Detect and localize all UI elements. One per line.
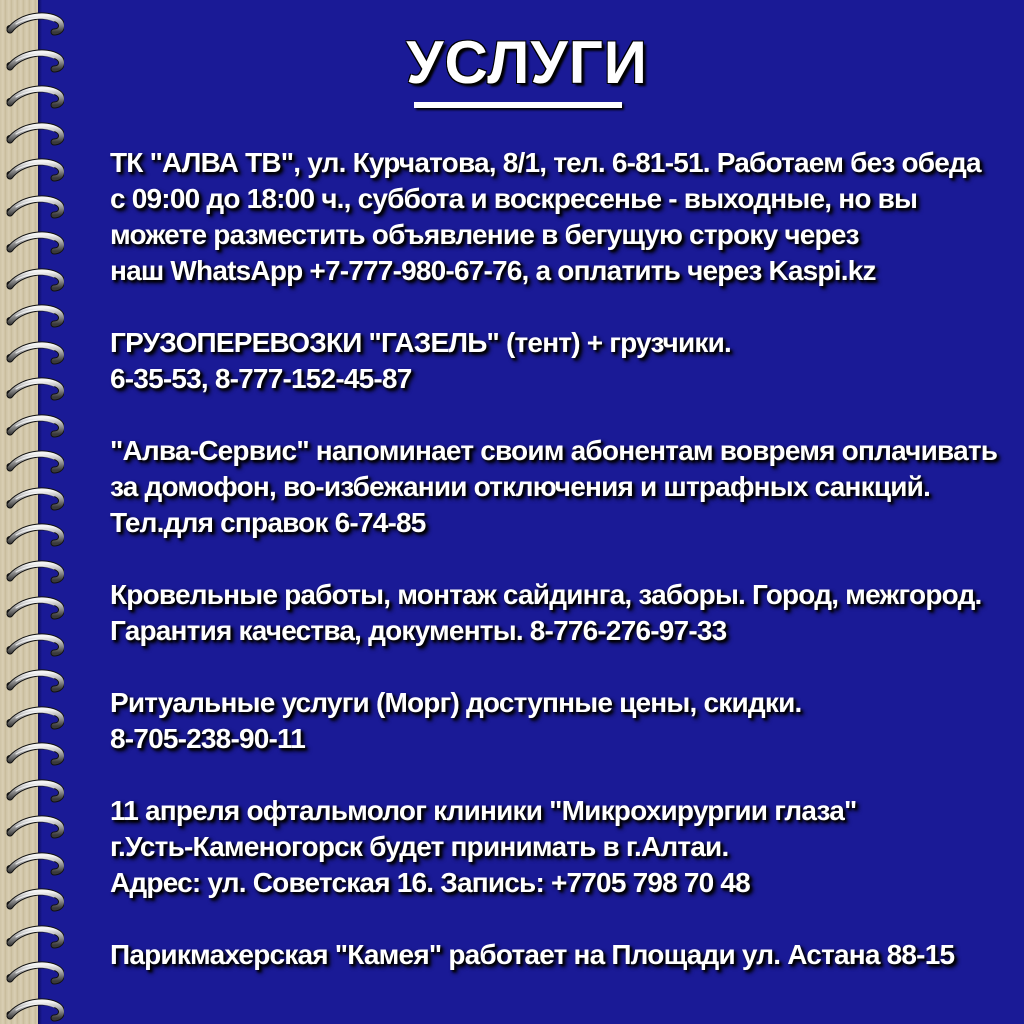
- ad-item: [110, 577, 1020, 649]
- binding-ring-icon: [6, 925, 64, 951]
- ad-line: Парикмахерская "Камея" работает на Площади ул. Астана 88-15: [110, 939, 955, 970]
- binding-ring-icon: [6, 304, 64, 330]
- ads-list: [110, 145, 1020, 1009]
- ad-line: Гарантия качества, документы. 8-776-276-97-33: [110, 615, 727, 646]
- ad-item: [110, 433, 1020, 541]
- binding-ring-icon: [6, 779, 64, 805]
- ad-line: Ритуальные услуги (Морг) доступные цены, скидки.: [110, 687, 802, 718]
- ad-item: [110, 793, 1020, 901]
- spiral-binding-icon: [0, 0, 64, 1024]
- binding-ring-icon: [6, 523, 64, 549]
- ad-line: с 09:00 до 18:00 ч., суббота и воскресенье - выходные, но вы: [110, 183, 918, 214]
- binding-ring-icon: [6, 231, 64, 257]
- ad-line: можете разместить объявление в бегущую строку через: [110, 219, 859, 250]
- ad-item: [110, 937, 1020, 973]
- binding-ring-icon: [6, 998, 64, 1024]
- ad-line: 6-35-53, 8-777-152-45-87: [110, 363, 412, 394]
- binding-ring-icon: [6, 633, 64, 659]
- ad-line: "Алва-Сервис" напоминает своим абонентам вовремя оплачивать: [110, 435, 998, 466]
- ad-line: Тел.для справок 6-74-85: [110, 507, 426, 538]
- binding-ring-icon: [6, 450, 64, 476]
- binding-ring-icon: [6, 560, 64, 586]
- ad-line: ТК "АЛВА ТВ", ул. Курчатова, 8/1, тел. 6-81-51. Работаем без обеда: [110, 147, 981, 178]
- binding-ring-icon: [6, 268, 64, 294]
- binding-ring-icon: [6, 596, 64, 622]
- page-title: УСЛУГИ: [406, 29, 648, 96]
- ad-item: [110, 145, 1020, 289]
- binding-ring-icon: [6, 377, 64, 403]
- binding-ring-icon: [6, 158, 64, 184]
- ad-line: наш WhatsApp +7-777-980-67-76, а оплатить через Kaspi.kz: [110, 255, 876, 286]
- ad-line: Кровельные работы, монтаж сайдинга, заборы. Город, межгород.: [110, 579, 982, 610]
- ad-item: [110, 685, 1020, 757]
- binding-ring-icon: [6, 487, 64, 513]
- ad-line: Адрес: ул. Советская 16. Запись: +7705 798 70 48: [110, 867, 750, 898]
- binding-ring-icon: [6, 122, 64, 148]
- binding-ring-icon: [6, 414, 64, 440]
- ad-line: за домофон, во-избежании отключения и штрафных санкций.: [110, 471, 931, 502]
- binding-ring-icon: [6, 888, 64, 914]
- binding-ring-icon: [6, 961, 64, 987]
- ad-item: [110, 325, 1020, 397]
- binding-ring-icon: [6, 815, 64, 841]
- binding-ring-icon: [6, 742, 64, 768]
- ad-line: 8-705-238-90-11: [110, 723, 306, 754]
- binding-ring-icon: [6, 195, 64, 221]
- binding-ring-icon: [6, 341, 64, 367]
- ad-line: ГРУЗОПЕРЕВОЗКИ "ГАЗЕЛЬ" (тент) + грузчики.: [110, 327, 731, 358]
- binding-ring-icon: [6, 706, 64, 732]
- ad-line: г.Усть-Каменогорск будет принимать в г.Алтаи.: [110, 831, 729, 862]
- title-underline: [414, 102, 622, 108]
- binding-ring-icon: [6, 669, 64, 695]
- ad-line: 11 апреля офтальмолог клиники "Микрохирургии глаза": [110, 795, 857, 826]
- binding-ring-icon: [6, 852, 64, 878]
